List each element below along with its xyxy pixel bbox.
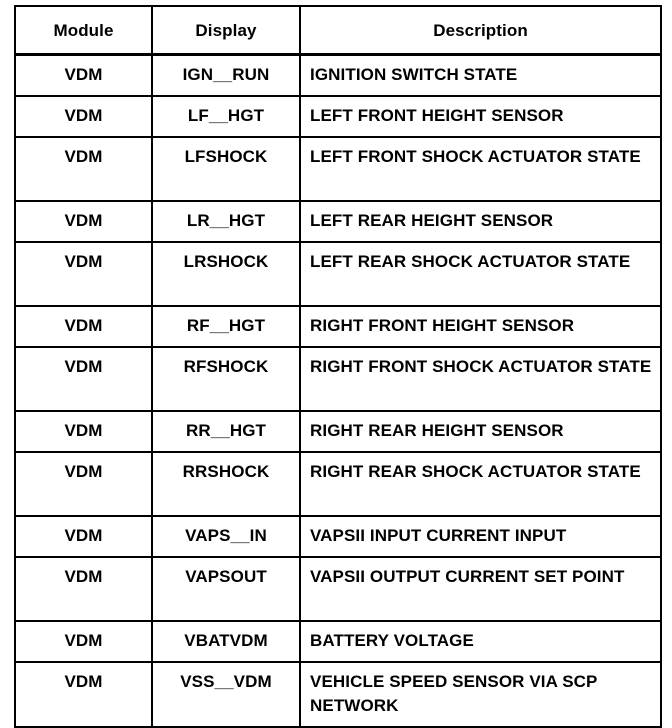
description-cell: VAPSII OUTPUT CURRENT SET POINT [300,557,661,621]
module-cell: VDM [15,662,152,727]
header-row [15,6,661,55]
display-cell: RF__HGT [152,306,300,347]
module-cell: VDM [15,96,152,137]
description-cell: VAPSII INPUT CURRENT INPUT [300,516,661,557]
module-cell: VDM [15,347,152,411]
module-cell: VDM [15,411,152,452]
pid-table [14,5,662,728]
table-row [15,55,661,97]
module-cell: VDM [15,55,152,97]
description-cell: LEFT REAR SHOCK ACTUATOR STATE [300,242,661,306]
display-cell: IGN__RUN [152,55,300,97]
module-cell: VDM [15,516,152,557]
description-cell: RIGHT FRONT HEIGHT SENSOR [300,306,661,347]
module-cell: VDM [15,242,152,306]
display-cell: VBATVDM [152,621,300,662]
table-row [15,452,661,516]
display-cell: VAPS__IN [152,516,300,557]
description-cell: RIGHT REAR SHOCK ACTUATOR STATE [300,452,661,516]
module-cell: VDM [15,137,152,201]
description-cell: RIGHT FRONT SHOCK ACTUATOR STATE [300,347,661,411]
table-row [15,242,661,306]
display-cell: RR__HGT [152,411,300,452]
table-row [15,137,661,201]
display-cell: LR__HGT [152,201,300,242]
description-cell: BATTERY VOLTAGE [300,621,661,662]
display-cell: LF__HGT [152,96,300,137]
module-cell: VDM [15,452,152,516]
table-body [15,55,661,728]
table-header [15,6,661,55]
module-cell: VDM [15,306,152,347]
column-header-module: Module [15,6,152,55]
table-row [15,347,661,411]
description-cell: LEFT FRONT HEIGHT SENSOR [300,96,661,137]
column-header-display: Display [152,6,300,55]
table-row [15,96,661,137]
description-cell: IGNITION SWITCH STATE [300,55,661,97]
module-cell: VDM [15,201,152,242]
description-cell: RIGHT REAR HEIGHT SENSOR [300,411,661,452]
table-row [15,411,661,452]
description-cell: LEFT REAR HEIGHT SENSOR [300,201,661,242]
display-cell: VSS__VDM [152,662,300,727]
pid-table-container [14,5,660,728]
table-row [15,201,661,242]
description-cell: LEFT FRONT SHOCK ACTUATOR STATE [300,137,661,201]
table-row [15,516,661,557]
display-cell: VAPSOUT [152,557,300,621]
module-cell: VDM [15,621,152,662]
table-row [15,306,661,347]
display-cell: RRSHOCK [152,452,300,516]
table-row [15,557,661,621]
column-header-description: Description [300,6,661,55]
display-cell: LFSHOCK [152,137,300,201]
display-cell: LRSHOCK [152,242,300,306]
display-cell: RFSHOCK [152,347,300,411]
module-cell: VDM [15,557,152,621]
table-row [15,621,661,662]
table-row [15,662,661,727]
description-cell: VEHICLE SPEED SENSOR VIA SCP NETWORK [300,662,661,727]
